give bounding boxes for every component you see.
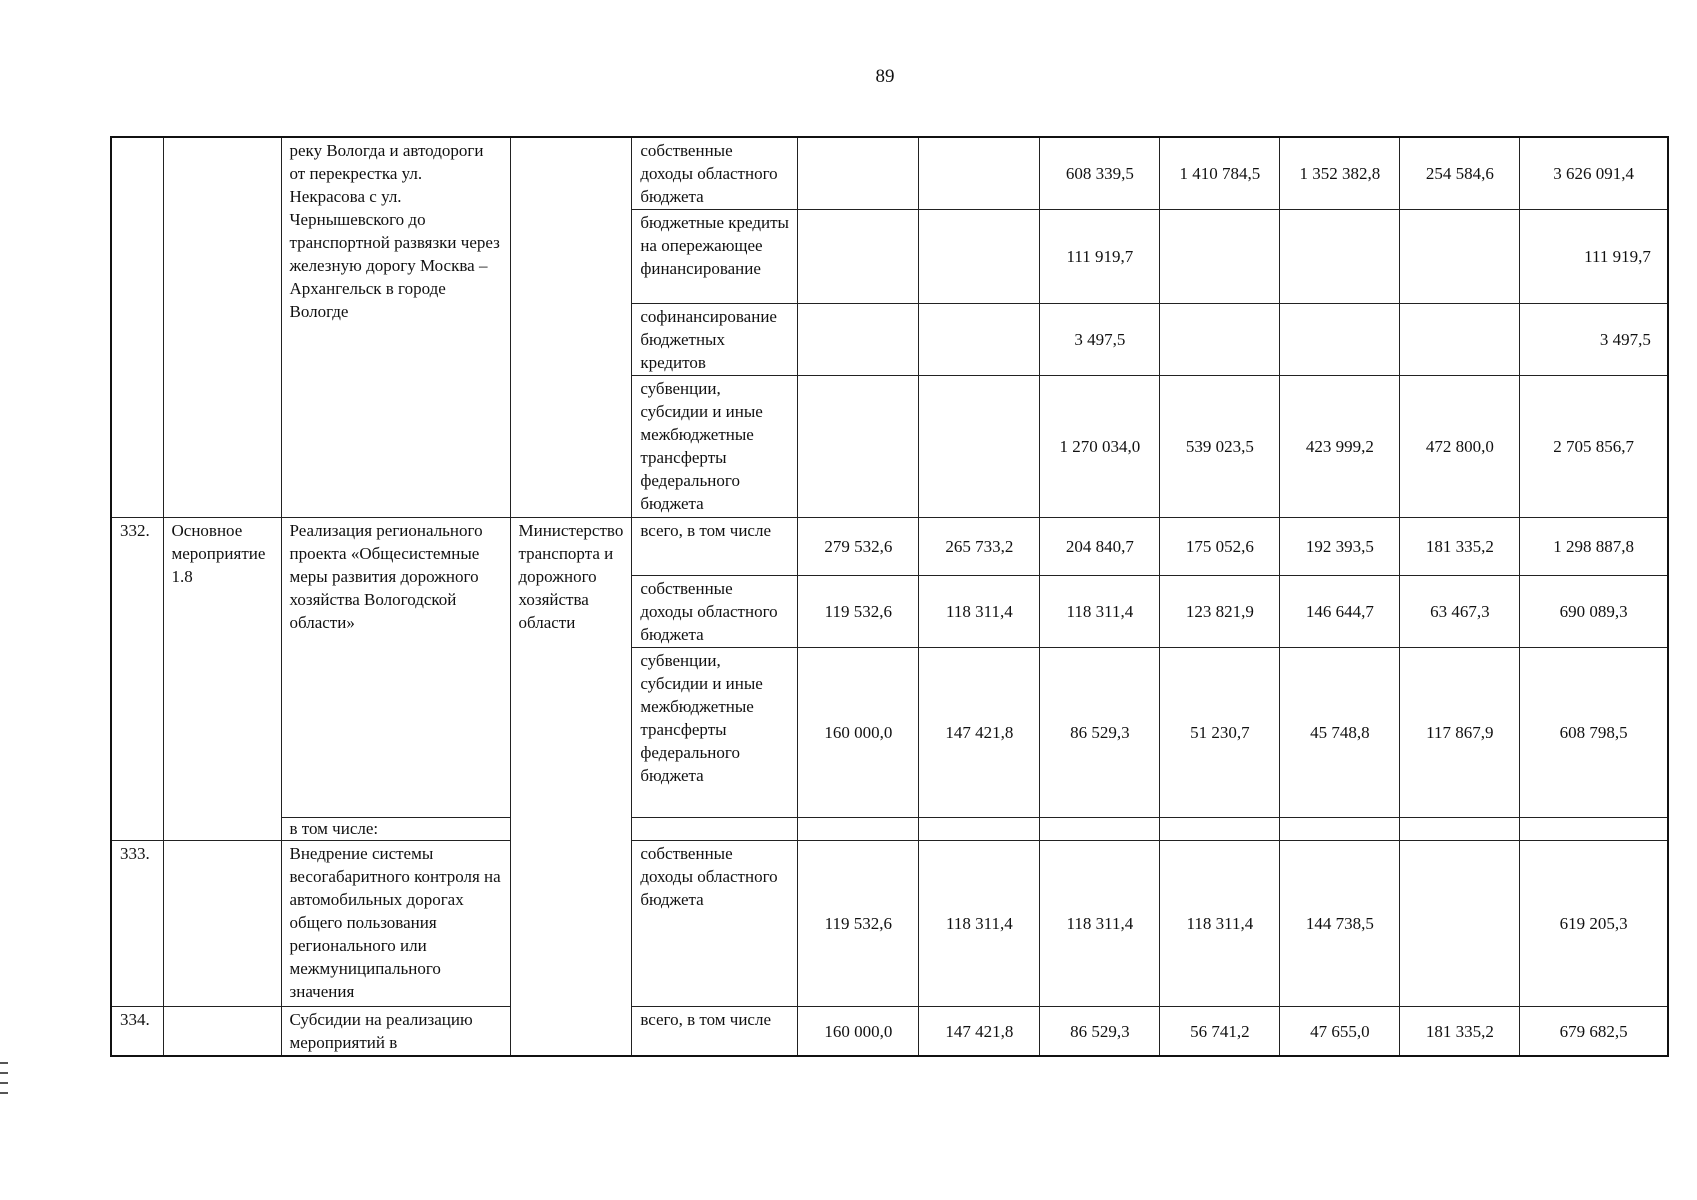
- scan-edge-marks: [0, 1062, 8, 1102]
- value-cell: 192 393,5: [1280, 518, 1400, 576]
- funding-source: собственные доходы областного бюджета: [632, 137, 798, 210]
- measure-type: Основное мероприятие 1.8: [163, 518, 281, 841]
- value-cell: [798, 137, 919, 210]
- measure-description: Субсидии на реализацию мероприятий в: [281, 1007, 510, 1057]
- value-cell-total: 3 626 091,4: [1520, 137, 1668, 210]
- value-cell-total: 679 682,5: [1520, 1007, 1668, 1057]
- empty-cell: [919, 818, 1040, 841]
- value-cell: 123 821,9: [1160, 576, 1280, 648]
- page-number: 89: [875, 66, 895, 87]
- value-cell: 51 230,7: [1160, 648, 1280, 818]
- value-cell: [1400, 210, 1520, 304]
- value-cell: 279 532,6: [798, 518, 919, 576]
- value-cell: 118 311,4: [919, 576, 1040, 648]
- empty-cell: [798, 818, 919, 841]
- value-cell: [1160, 304, 1280, 376]
- value-cell-total: 690 089,3: [1520, 576, 1668, 648]
- budget-table: [110, 136, 1669, 1057]
- funding-source: собственные доходы областного бюджета: [632, 576, 798, 648]
- value-cell: 608 339,5: [1040, 137, 1160, 210]
- subheader-in-that-number: в том числе:: [281, 818, 510, 841]
- executor-cell-empty: [510, 137, 632, 518]
- value-cell: [1400, 841, 1520, 1007]
- measure-description: Реализация регионального проекта «Общесистемные меры развития дорожного хозяйства Вологодской области»: [281, 518, 510, 818]
- value-cell: 86 529,3: [1040, 1007, 1160, 1057]
- row-number: 334.: [111, 1007, 163, 1057]
- row-number: 333.: [111, 841, 163, 1007]
- value-cell: 144 738,5: [1280, 841, 1400, 1007]
- value-cell: 175 052,6: [1160, 518, 1280, 576]
- value-cell-total: 619 205,3: [1520, 841, 1668, 1007]
- value-cell-total: 1 298 887,8: [1520, 518, 1668, 576]
- value-cell: [1280, 210, 1400, 304]
- value-cell: 204 840,7: [1040, 518, 1160, 576]
- funding-source: софинансирование бюджетных кредитов: [632, 304, 798, 376]
- measure-description: реку Вологда и автодороги от перекрестка ул. Некрасова с ул. Чернышевского до транспортной развязки через железную дорогу Москва – Архангельск в городе Вологде: [281, 137, 510, 518]
- funding-source: всего, в том числе: [632, 518, 798, 576]
- value-cell: [1160, 210, 1280, 304]
- value-cell: 47 655,0: [1280, 1007, 1400, 1057]
- measure-description: Внедрение системы весогабаритного контроля на автомобильных дорогах общего пользования регионального или межмуниципального значения: [281, 841, 510, 1007]
- funding-source: всего, в том числе: [632, 1007, 798, 1057]
- funding-source: субвенции, субсидии и иные межбюджетные трансферты федерального бюджета: [632, 648, 798, 818]
- value-cell: 119 532,6: [798, 841, 919, 1007]
- value-cell: 118 311,4: [919, 841, 1040, 1007]
- value-cell: 56 741,2: [1160, 1007, 1280, 1057]
- value-cell: 45 748,8: [1280, 648, 1400, 818]
- value-cell-total: 111 919,7: [1520, 210, 1668, 304]
- value-cell: 265 733,2: [919, 518, 1040, 576]
- value-cell: 181 335,2: [1400, 1007, 1520, 1057]
- value-cell: [798, 304, 919, 376]
- value-cell: 118 311,4: [1160, 841, 1280, 1007]
- value-cell: 147 421,8: [919, 1007, 1040, 1057]
- value-cell: 472 800,0: [1400, 376, 1520, 518]
- value-cell: 117 867,9: [1400, 648, 1520, 818]
- type-cell-empty: [163, 841, 281, 1007]
- funding-source: бюджетные кредиты на опережающее финансирование: [632, 210, 798, 304]
- value-cell: [919, 376, 1040, 518]
- value-cell: [919, 137, 1040, 210]
- value-cell: 86 529,3: [1040, 648, 1160, 818]
- value-cell: 160 000,0: [798, 648, 919, 818]
- value-cell: 146 644,7: [1280, 576, 1400, 648]
- empty-cell: [1160, 818, 1280, 841]
- value-cell: 63 467,3: [1400, 576, 1520, 648]
- row-number: 332.: [111, 518, 163, 841]
- funding-source: собственные доходы областного бюджета: [632, 841, 798, 1007]
- executor: Министерство транспорта и дорожного хозяйства области: [510, 518, 632, 1057]
- empty-cell: [1040, 818, 1160, 841]
- value-cell: 539 023,5: [1160, 376, 1280, 518]
- value-cell: [1280, 304, 1400, 376]
- value-cell: 119 532,6: [798, 576, 919, 648]
- empty-cell: [1520, 818, 1668, 841]
- value-cell: 181 335,2: [1400, 518, 1520, 576]
- value-cell: [1400, 304, 1520, 376]
- value-cell: [798, 376, 919, 518]
- value-cell-total: 2 705 856,7: [1520, 376, 1668, 518]
- value-cell-total: 608 798,5: [1520, 648, 1668, 818]
- empty-cell: [1400, 818, 1520, 841]
- value-cell: 254 584,6: [1400, 137, 1520, 210]
- value-cell-total: 3 497,5: [1520, 304, 1668, 376]
- funding-source: субвенции, субсидии и иные межбюджетные трансферты федерального бюджета: [632, 376, 798, 518]
- num-cell-empty: [111, 137, 163, 518]
- empty-cell: [1280, 818, 1400, 841]
- value-cell: 118 311,4: [1040, 841, 1160, 1007]
- type-cell-empty: [163, 1007, 281, 1057]
- value-cell: 1 410 784,5: [1160, 137, 1280, 210]
- value-cell: 3 497,5: [1040, 304, 1160, 376]
- value-cell: 147 421,8: [919, 648, 1040, 818]
- value-cell: [919, 304, 1040, 376]
- value-cell: 118 311,4: [1040, 576, 1160, 648]
- value-cell: 1 352 382,8: [1280, 137, 1400, 210]
- empty-cell: [632, 818, 798, 841]
- value-cell: 423 999,2: [1280, 376, 1400, 518]
- value-cell: [798, 210, 919, 304]
- value-cell: 160 000,0: [798, 1007, 919, 1057]
- value-cell: 1 270 034,0: [1040, 376, 1160, 518]
- type-cell-empty: [163, 137, 281, 518]
- value-cell: [919, 210, 1040, 304]
- value-cell: 111 919,7: [1040, 210, 1160, 304]
